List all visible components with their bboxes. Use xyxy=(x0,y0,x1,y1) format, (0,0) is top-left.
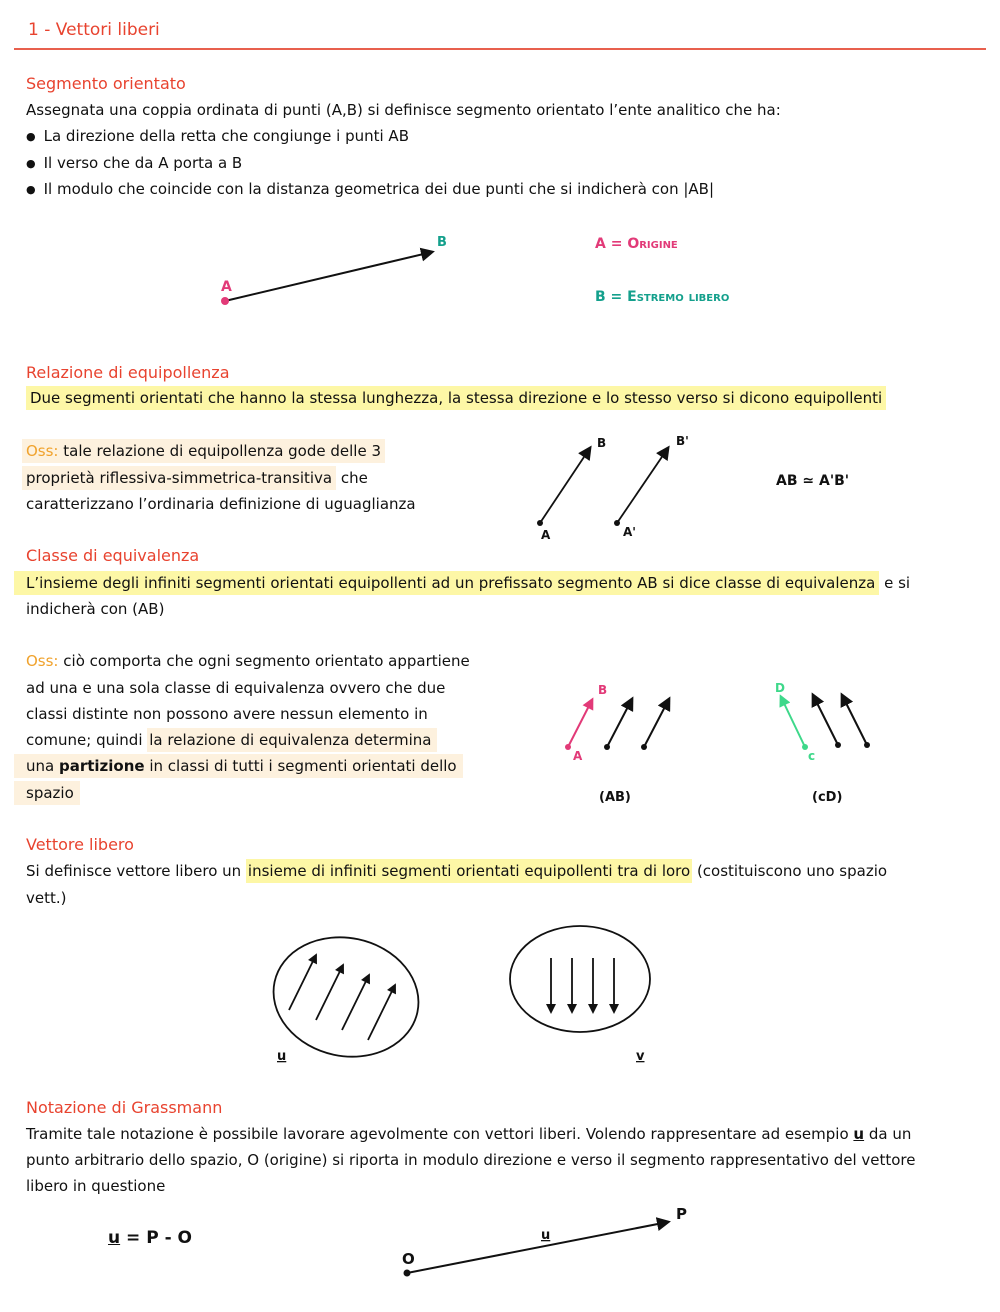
arrow-ab-pink xyxy=(568,700,592,747)
legend-free-end: B = Estremo libero xyxy=(595,289,730,305)
arrow-base-dot xyxy=(604,744,610,750)
free-vector-figure xyxy=(262,924,650,1070)
oss-text: una xyxy=(26,757,59,775)
arrow-base-dot xyxy=(864,742,870,748)
label-v: v xyxy=(636,1049,645,1064)
highlight-properties: proprietà riflessiva-simmetrica-transitiva xyxy=(22,466,336,490)
heading-grassmann: Notazione di Grassmann xyxy=(26,1098,223,1117)
formula-rest: = P - O xyxy=(120,1228,192,1248)
arrow-u xyxy=(289,955,316,1010)
label-a: A xyxy=(221,279,232,295)
label-a: A xyxy=(541,528,551,542)
oss-text: che xyxy=(336,469,368,487)
arrow-class-ab xyxy=(644,699,669,747)
arrow-cd-green xyxy=(781,697,805,747)
bullet-text: Il modulo che coincide con la distanza geometrica dei due punti che si indicherà con |AB| xyxy=(43,180,715,198)
highlight-oss xyxy=(22,439,385,463)
point-a-dot xyxy=(565,744,571,750)
classes-figure xyxy=(565,681,870,805)
oss-label: Oss: xyxy=(26,442,59,460)
sec4-line2: vett.) xyxy=(26,889,67,907)
arrow-u xyxy=(342,975,369,1030)
equipollence-relation: AB ≃ A'B' xyxy=(776,473,850,489)
label-b-prime: B' xyxy=(676,434,689,448)
sec5-line1 xyxy=(26,1124,911,1144)
sec3-oss-line3: classi distinte non possono avere nessun elemento in xyxy=(26,705,428,723)
highlight-partition: la relazione di equivalenza determina xyxy=(147,728,437,752)
sec3-definition xyxy=(26,573,910,593)
grassmann-figure xyxy=(402,1205,687,1277)
class-cd-label: (cD) xyxy=(812,790,843,805)
sec3-definition-line2: indicherà con (AB) xyxy=(26,600,165,618)
legend-origin: A = Origine xyxy=(595,236,678,252)
set-u-ellipse xyxy=(262,924,429,1070)
bullet-text: Il verso che da A porta a B xyxy=(43,154,243,172)
grassmann-formula xyxy=(108,1228,192,1248)
bullet-text: La direzione della retta che congiunge i punti AB xyxy=(43,127,409,145)
oss-text: ciò comporta che ogni segmento orientato appartiene xyxy=(63,652,470,670)
definition-rest: e si xyxy=(879,574,911,592)
text: (costituiscono uno spazio xyxy=(692,862,888,880)
label-a: A xyxy=(573,749,583,763)
arrow-u xyxy=(368,985,395,1040)
arrow-base-dot xyxy=(641,744,647,750)
highlight-definition: Due segmenti orientati che hanno la stessa lunghezza, la stessa direzione e lo stesso verso si dicono equipollenti xyxy=(26,386,886,410)
label-u: u xyxy=(541,1228,551,1243)
label-b: B xyxy=(437,235,447,250)
partizione-bold: partizione xyxy=(58,757,145,775)
heading-equipollenza: Relazione di equipollenza xyxy=(26,363,230,382)
highlight-partition: spazio xyxy=(14,781,80,805)
label-b: B xyxy=(597,436,607,450)
sec5-line2: punto arbitrario dello spazio, O (origine) si riporta in modulo direzione e verso il segmento rappresentativo del vettore xyxy=(26,1151,916,1169)
class-ab-label: (AB) xyxy=(599,790,631,805)
vector-u: u xyxy=(853,1125,865,1143)
sec2-oss-line2 xyxy=(26,468,368,488)
oss-text: in classi di tutti i segmenti orientati dello xyxy=(144,757,457,775)
segment-ab-arrow xyxy=(225,252,432,301)
sec5-line3: libero in questione xyxy=(26,1177,166,1195)
arrow-ab xyxy=(540,448,590,523)
sec2-oss-line1 xyxy=(26,441,385,461)
heading-classe-equivalenza: Classe di equivalenza xyxy=(26,546,200,565)
label-b: B xyxy=(598,683,608,697)
sec1-intro: Assegnata una coppia ordinata di punti (A,B) si definisce segmento orientato l’ente analitico che ha: xyxy=(26,101,781,119)
point-a-dot xyxy=(537,520,543,526)
sec3-oss-line5 xyxy=(26,756,463,776)
label-u: u xyxy=(277,1049,287,1064)
sec3-oss-line6 xyxy=(26,783,80,803)
oss-label: Oss: xyxy=(26,652,59,670)
label-o: O xyxy=(402,1250,415,1268)
arrow-u xyxy=(316,965,343,1020)
text: Si definisce vettore libero un xyxy=(26,862,246,880)
equipollence-figure xyxy=(537,434,849,542)
sec4-line1 xyxy=(26,861,887,881)
sec3-oss-line4 xyxy=(26,730,437,750)
label-a-prime: A' xyxy=(623,525,636,539)
segment-ab-figure xyxy=(221,235,447,305)
arrow-a2b2 xyxy=(617,448,668,523)
text: da un xyxy=(864,1125,912,1143)
heading-segmento-orientato: Segmento orientato xyxy=(26,74,186,93)
oss-text: comune; quindi xyxy=(26,731,148,749)
sec2-oss-line3: caratterizzano l’ordinaria definizione di uguaglianza xyxy=(26,495,416,513)
point-o-dot xyxy=(404,1270,411,1277)
point-a2-dot xyxy=(614,520,620,526)
highlight-definition: insieme di infiniti segmenti orientati equipollenti tra di loro xyxy=(246,859,692,883)
text: Tramite tale notazione è possibile lavorare agevolmente con vettori liberi. Volendo rappresentare ad esempio xyxy=(26,1125,854,1143)
label-p: P xyxy=(676,1205,687,1223)
oss-text: tale relazione di equipollenza gode delle 3 xyxy=(63,442,381,460)
page-title: 1 - Vettori liberi xyxy=(28,20,160,40)
highlight-partition xyxy=(14,754,463,778)
arrow-class-ab xyxy=(607,699,632,747)
set-v-ellipse xyxy=(510,926,650,1032)
highlight-definition: L’insieme degli infiniti segmenti orientati equipollenti ad un prefissato segmento AB si dice classe di equivalenza xyxy=(14,571,879,595)
vector-op-arrow xyxy=(407,1222,668,1273)
sec3-oss-line1 xyxy=(26,651,470,671)
sec3-oss-line2: ad una e una sola classe di equivalenza ovvero che due xyxy=(26,679,446,697)
label-d: D xyxy=(775,681,785,695)
label-c: c xyxy=(808,749,816,763)
formula-u: u xyxy=(108,1228,121,1248)
arrow-base-dot xyxy=(835,742,841,748)
heading-vettore-libero: Vettore libero xyxy=(26,835,134,854)
arrow-class-cd xyxy=(842,695,867,745)
point-a-dot xyxy=(221,297,229,305)
equipollence-definition xyxy=(14,386,898,410)
arrow-class-cd xyxy=(813,695,838,745)
